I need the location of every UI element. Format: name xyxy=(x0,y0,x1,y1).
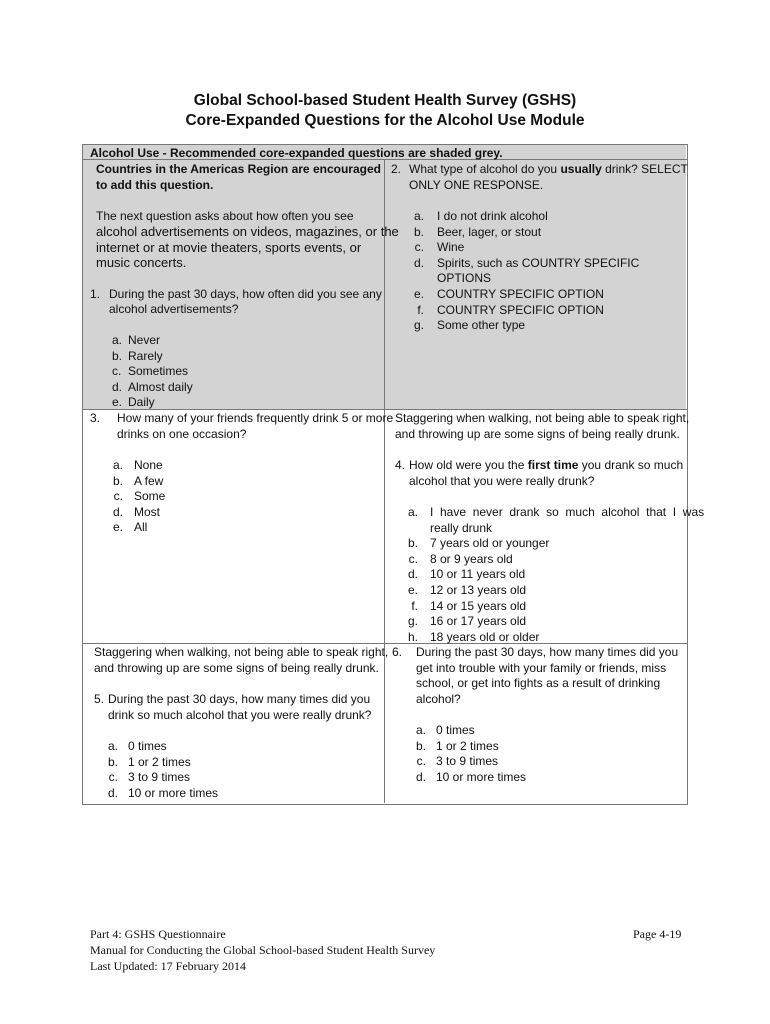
advert-intro: internet or at movie theaters, sports events, or xyxy=(96,240,362,255)
q1-question: During the past 30 days, how often did you see any xyxy=(109,287,382,301)
option-label: b. xyxy=(415,738,426,753)
option-label: b. xyxy=(112,473,123,488)
option-label: d. xyxy=(112,379,123,394)
option-label: d. xyxy=(107,785,118,800)
q1-question: alcohol advertisements? xyxy=(109,302,239,316)
q3-number: 3. xyxy=(90,411,101,425)
q2-number: 2. xyxy=(391,162,402,176)
q6-question: alcohol? xyxy=(416,692,461,706)
footer-updated: Last Updated: 17 February 2014 xyxy=(90,959,246,973)
option-text: 3 to 9 times xyxy=(436,754,499,769)
option-label: f. xyxy=(411,598,418,613)
footer-manual: Manual for Conducting the Global School-based Student Health Survey xyxy=(90,943,436,957)
q1-number: 1. xyxy=(90,287,101,301)
option-text: really drunk xyxy=(430,520,493,535)
option-label: a. xyxy=(107,739,118,753)
option-text: Beer, lager, or stout xyxy=(437,224,542,239)
option-text: Some other type xyxy=(437,318,526,333)
option-label: d. xyxy=(112,504,123,519)
q4-number: 4. xyxy=(395,458,406,472)
option-text: 10 or more times xyxy=(436,769,527,784)
q6-number: 6. xyxy=(392,645,403,659)
footer-page-number: Page 4-19 xyxy=(633,927,682,941)
option-label: e. xyxy=(112,520,123,535)
option-text: I do not drink alcohol xyxy=(437,209,548,223)
option-label: a. xyxy=(415,723,426,737)
option-label: b. xyxy=(107,754,118,769)
option-text: Never xyxy=(128,333,161,347)
q5-question: drink so much alcohol that you were really drunk? xyxy=(108,708,372,722)
option-text: 18 years old or older xyxy=(430,629,540,644)
option-text: 10 or 11 years old xyxy=(430,567,526,582)
drunk-intro: and throwing up are some signs of being really drunk. xyxy=(395,427,680,441)
option-text: 16 or 17 years old xyxy=(430,614,527,629)
option-label: b. xyxy=(413,224,424,239)
option-label: c. xyxy=(416,754,426,769)
option-label: a. xyxy=(407,505,418,519)
drunk-intro: Staggering when walking, not being able to speak right, xyxy=(94,645,389,659)
option-text: Some xyxy=(134,489,166,504)
option-text: 12 or 13 years old xyxy=(430,583,527,597)
option-text: 10 or more times xyxy=(128,785,219,800)
option-text: I have never drank so much alcohol that I was xyxy=(430,505,705,519)
option-label: c. xyxy=(113,489,123,504)
document-subtitle: Core-Expanded Questions for the Alcohol Use Module xyxy=(185,112,585,129)
option-text: Most xyxy=(134,504,161,519)
q2-question: ONLY ONE RESPONSE. xyxy=(409,178,544,192)
q6-question: During the past 30 days, how many times did you xyxy=(416,645,679,659)
option-text: None xyxy=(134,458,163,472)
option-text: Spirits, such as COUNTRY SPECIFIC xyxy=(437,255,640,270)
option-label: a. xyxy=(112,458,123,472)
option-text: COUNTRY SPECIFIC OPTION xyxy=(437,287,604,301)
option-label: c. xyxy=(112,364,122,379)
q4-question: alcohol that you were really drunk? xyxy=(409,474,595,488)
option-text: Sometimes xyxy=(128,364,189,379)
option-label: b. xyxy=(112,348,123,363)
option-text: 3 to 9 times xyxy=(128,770,191,785)
q6-question: school, or get into fights as a result of drinking xyxy=(416,676,661,690)
option-label: d. xyxy=(415,769,426,784)
option-text: Daily xyxy=(128,395,155,410)
option-label: e. xyxy=(413,287,424,301)
advert-intro: music concerts. xyxy=(96,255,187,270)
option-text: 8 or 9 years old xyxy=(430,551,513,566)
q5-number: 5. xyxy=(94,692,105,706)
option-label: f. xyxy=(417,302,424,317)
option-label: h. xyxy=(407,629,418,644)
option-label: c. xyxy=(408,551,418,566)
option-text: Wine xyxy=(437,240,465,255)
advert-intro: alcohol advertisements on videos, magazines, or the xyxy=(96,224,399,239)
option-text: 14 or 15 years old xyxy=(430,598,527,613)
option-label: b. xyxy=(407,536,418,551)
option-label: d. xyxy=(413,255,424,270)
region-note: Countries in the Americas Region are encouraged xyxy=(96,162,381,176)
option-text: 0 times xyxy=(436,723,475,737)
option-label: a. xyxy=(413,209,424,223)
region-note: to add this question. xyxy=(96,178,214,192)
option-label: a. xyxy=(112,333,123,347)
option-label: g. xyxy=(407,614,418,629)
option-text: All xyxy=(134,520,148,535)
option-text: OPTIONS xyxy=(437,271,492,286)
option-text: A few xyxy=(134,473,164,488)
advert-intro: The next question asks about how often you see xyxy=(96,209,354,223)
drunk-intro: and throwing up are some signs of being really drunk. xyxy=(94,661,379,675)
table-caption: Alcohol Use - Recommended core-expanded questions are shaded grey. xyxy=(90,146,503,160)
q5-question: During the past 30 days, how many times did you xyxy=(108,692,371,706)
option-text: COUNTRY SPECIFIC OPTION xyxy=(437,302,604,317)
option-label: e. xyxy=(407,583,418,597)
q3-question: drinks on one occasion? xyxy=(117,427,247,441)
option-text: Rarely xyxy=(128,348,163,363)
footer-part: Part 4: GSHS Questionnaire xyxy=(90,927,226,941)
option-label: d. xyxy=(407,567,418,582)
option-label: e. xyxy=(112,395,123,410)
option-text: 7 years old or younger xyxy=(430,536,550,551)
option-text: Almost daily xyxy=(128,379,193,394)
q4-question: How old were you the first time you drank so much xyxy=(409,458,684,472)
document-title: Global School-based Student Health Survey (GSHS) xyxy=(193,92,577,109)
q2-question: What type of alcohol do you usually drink? SELECT xyxy=(409,162,688,176)
drunk-intro: Staggering when walking, not being able to speak right, xyxy=(395,411,690,425)
q6-question: get into trouble with your family or friends, miss xyxy=(416,661,667,675)
option-label: c. xyxy=(108,770,118,785)
option-text: 1 or 2 times xyxy=(436,738,499,753)
column-divider xyxy=(384,159,385,803)
option-label: c. xyxy=(414,240,424,255)
option-label: g. xyxy=(413,318,424,333)
q3-question: How many of your friends frequently drink 5 or more xyxy=(117,411,394,425)
option-text: 0 times xyxy=(128,739,167,753)
option-text: 1 or 2 times xyxy=(128,754,191,769)
